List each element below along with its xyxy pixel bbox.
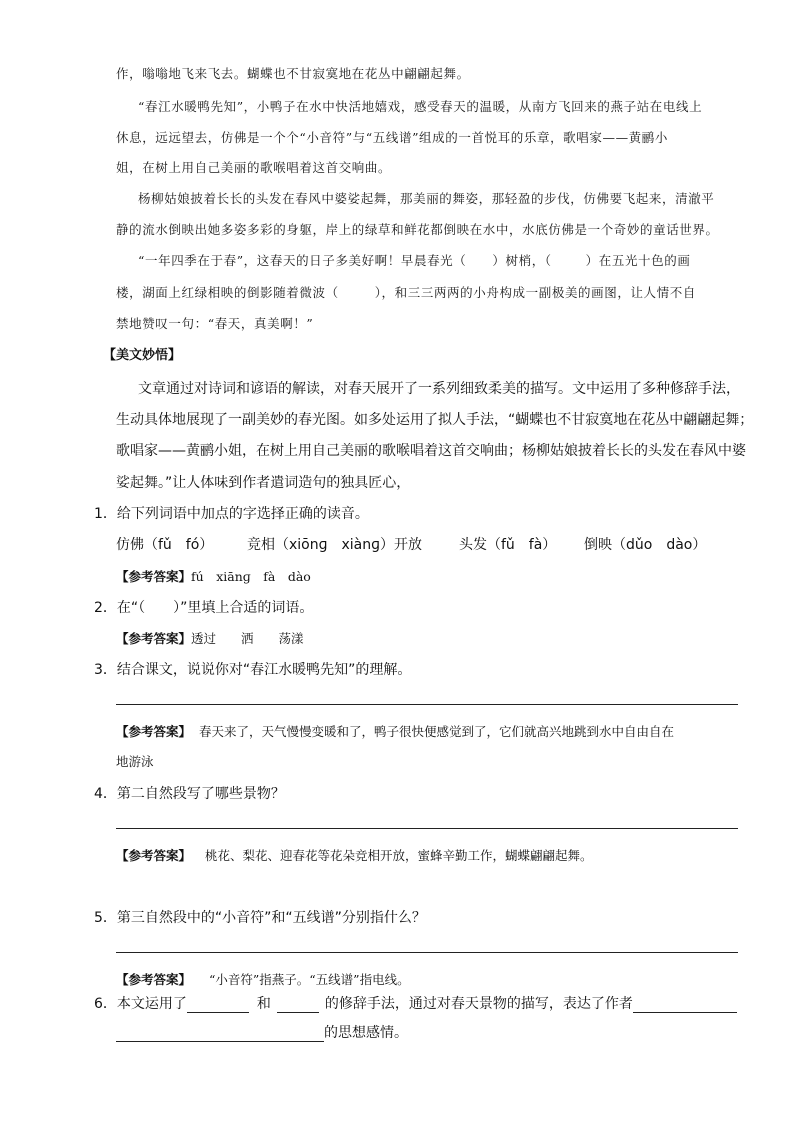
passage-p3-line-1: “春江水暖鸭先知”，小鸭子在水中快活地嬉戏，感受春天的温暖，从南方飞回来的燕子站在电线上: [138, 99, 703, 114]
passage-p3-line-2: 休息，远远望去，仿佛是一个个“小音符”与“五线谱”组成的一首悦耳的乐章，歌唱家——黄鹂小: [116, 130, 668, 145]
passage-p5-line-2: 楼，湖面上红绿相映的倒影随着微波（ ），和三三两两的小舟构成一副极美的画图，让人情不自: [116, 285, 696, 300]
answer-line[interactable]: [116, 828, 738, 829]
question-number: 6．: [94, 996, 117, 1012]
appreciation-line-4: 娑起舞。”让人体味到作者遣词造句的独具匠心，: [116, 475, 411, 491]
question-3-answer: [116, 721, 674, 740]
appreciation-line-1: 文章通过对诗词和谚语的解读，对春天展开了一系列细致柔美的描写。文中运用了多种修辞手法，: [138, 381, 740, 397]
fill-blank-2[interactable]: [277, 998, 319, 1013]
answer-text: “小音符”指燕子。“五线谱”指电线。: [209, 972, 410, 987]
question-number: 1．: [94, 506, 117, 522]
passage-p3-line-3: 姐，在树上用自己美丽的歌喉唱着这首交响曲。: [116, 160, 392, 175]
question-number: 3．: [94, 662, 117, 678]
passage-p5-line-1: “一年四季在于春”，这春天的日子多美好啊！早晨春光（ ）树梢，（ ）在五光十色的画: [138, 253, 691, 268]
appreciation-line-3: 歌唱家——黄鹂小姐，在树上用自己美丽的歌喉唱着这首交响曲；杨柳姑娘披着长长的头发在春风中婆: [116, 443, 746, 459]
question-1-option-3: 头发（fǔ fà）: [459, 537, 557, 553]
question-6-line-2: 的思想感情。: [116, 1022, 408, 1042]
passage-p4-line-1: 杨柳姑娘披着长长的头发在春风中婆娑起舞，那美丽的舞姿，那轻盈的步伐，仿佛要飞起来，清澈平: [138, 191, 715, 206]
answer-line[interactable]: [116, 704, 738, 705]
question-5: [94, 907, 426, 927]
question-text: 第二自然段写了哪些景物？: [116, 786, 285, 802]
question-text: 结合课文，说说你对“春江水暖鸭先知”的理解。: [116, 662, 412, 678]
question-4-answer: [116, 845, 593, 864]
question-2: [94, 597, 313, 617]
question-1-option-2: 竞相（xiōnɡ xiànɡ）开放: [247, 537, 423, 553]
passage-p1-tail: 作，嗡嗡地飞来飞去。蝴蝶也不甘寂寞地在花丛中翩翩起舞。: [116, 66, 470, 81]
question-3: [94, 659, 411, 679]
passage-p5-line-3: 禁地赞叹一句：“春天，真美啊！”: [116, 316, 314, 331]
answer-text: 透过 洒 荡漾: [191, 631, 304, 646]
question-text: 在“（ ）”里填上合适的词语。: [116, 600, 314, 616]
question-1-option-1: 仿佛（fǔ fó）: [116, 537, 214, 553]
answer-label: 【参考答案】: [116, 569, 192, 584]
question-1: [94, 503, 369, 523]
question-3-answer-line-2: 地游泳: [116, 754, 154, 769]
answer-line[interactable]: [116, 952, 738, 953]
answer-label: 【参考答案】: [116, 631, 192, 646]
fill-blank-1[interactable]: [187, 998, 249, 1013]
question-6: 6．本文运用了 和 的修辞手法，通过对春天景物的描写，表达了作者: [94, 993, 737, 1013]
answer-label: 【参考答案】: [116, 972, 192, 987]
question-2-answer: [116, 628, 304, 647]
answer-label: 【参考答案】: [116, 848, 192, 863]
question-number: 5．: [94, 910, 117, 926]
question-4: [94, 783, 285, 803]
question-number: 2．: [94, 600, 117, 616]
question-number: 4．: [94, 786, 117, 802]
answer-text: 桃花、梨花、迎春花等花朵竞相开放，蜜蜂辛勤工作，蝴蝶翩翩起舞。: [205, 848, 593, 863]
passage-p4-line-2: 静的流水倒映出她多姿多彩的身躯，岸上的绿草和鲜花都倒映在水中，水底仿佛是一个奇妙的童话世界。: [116, 222, 719, 237]
answer-text: fú xiānɡ fà dào: [191, 569, 311, 584]
answer-label: 【参考答案】: [116, 724, 192, 739]
question-1-option-4: 倒映（dǔo dào）: [584, 537, 707, 553]
question-1-answer: [116, 566, 311, 585]
fill-blank-4[interactable]: [116, 1027, 324, 1042]
question-text: 给下列词语中加点的字选择正确的读音。: [116, 506, 369, 522]
question-text: 第三自然段中的“小音符”和“五线谱”分别指什么？: [116, 910, 426, 926]
question-5-answer: [116, 969, 410, 988]
appreciation-heading: 【美文妙悟】: [103, 348, 182, 363]
answer-text-line-1: 春天来了，天气慢慢变暖和了，鸭子很快便感觉到了，它们就高兴地跳到水中自由自在: [199, 724, 675, 739]
appreciation-line-2: 生动具体地展现了一副美妙的春光图。如多处运用了拟人手法，“蝴蝶也不甘寂寞地在花丛中翩翩起舞；: [116, 412, 754, 428]
fill-blank-3[interactable]: [633, 998, 737, 1013]
